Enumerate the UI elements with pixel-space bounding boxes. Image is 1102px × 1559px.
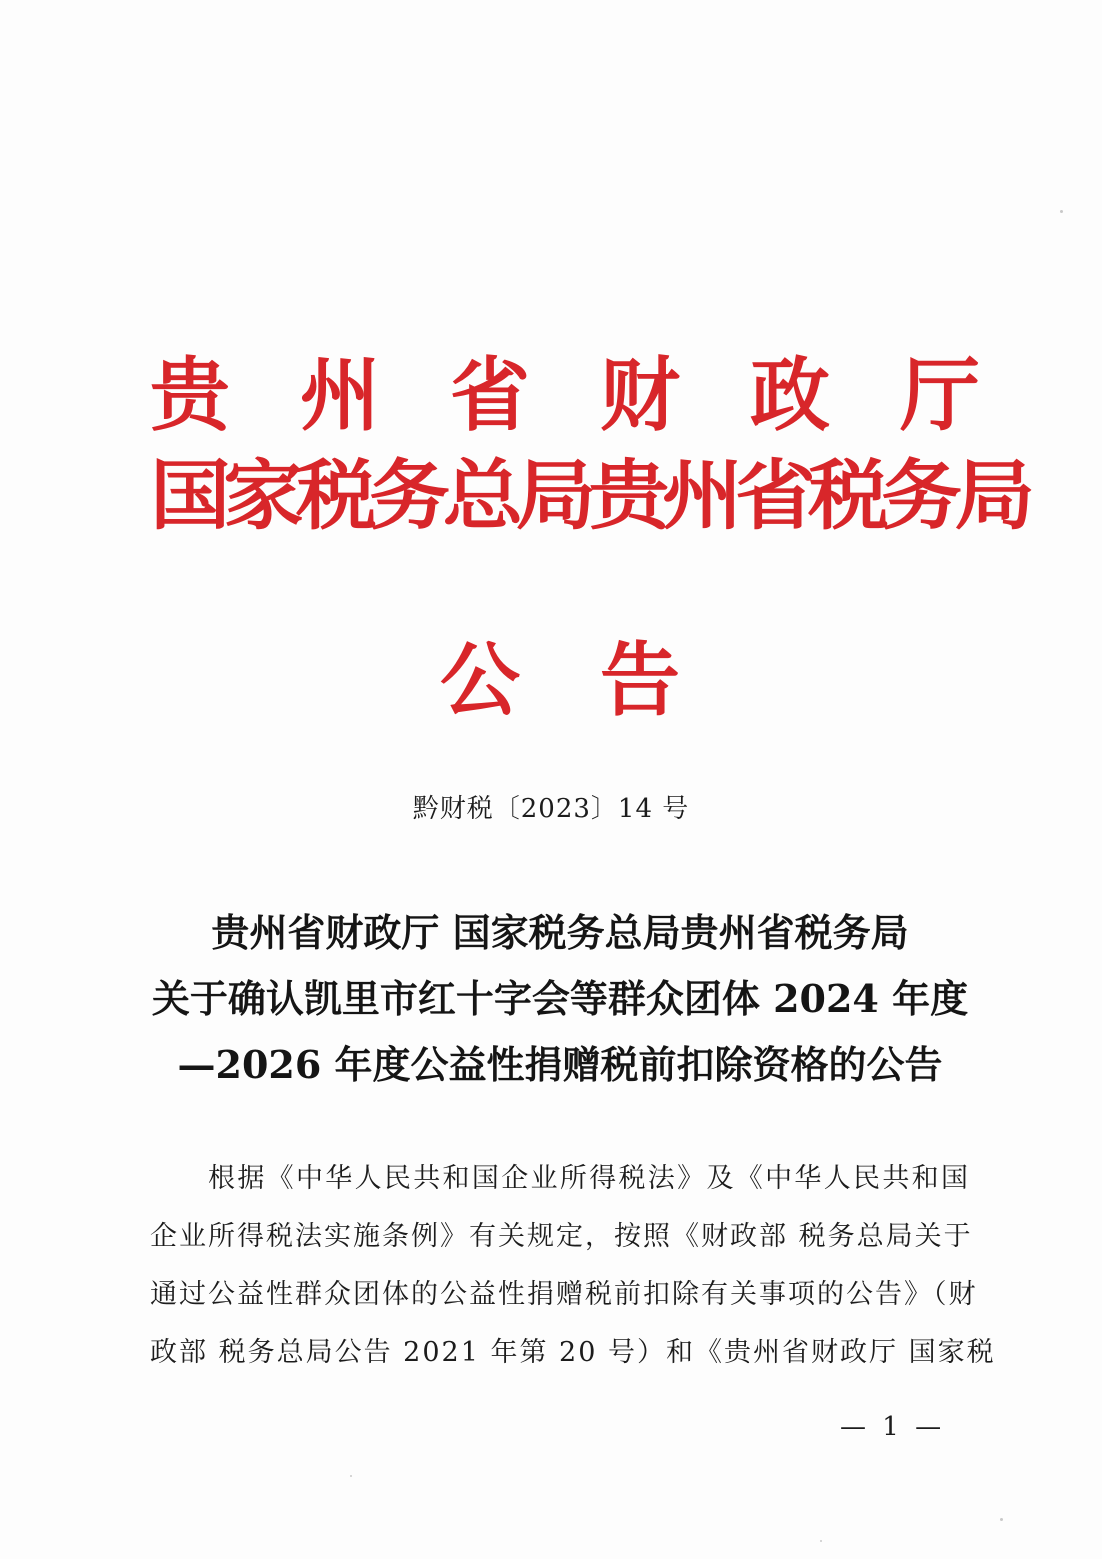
org-char: 政 — [750, 348, 830, 442]
title-line: —2026 年度公益性捐赠税前扣除资格的公告 — [177, 1042, 943, 1087]
scan-speck — [820, 1540, 822, 1542]
notice-heading — [440, 633, 680, 727]
body-line: 政部 税务总局公告 2021 年第 20 号）和《贵州省财政厅 国家税 — [150, 1337, 996, 1368]
body-line: 企业所得税法实施条例》有关规定，按照《财政部 税务总局关于 — [150, 1221, 973, 1252]
notice-char: 告 — [600, 633, 680, 727]
page-number: — 1 — — [840, 1412, 946, 1442]
issuing-org-line1 — [150, 348, 980, 442]
title-line: 贵州省财政厅 国家税务总局贵州省税务局 — [211, 910, 909, 955]
org-char: 州 — [300, 348, 380, 442]
body-line: 通过公益性群众团体的公益性捐赠税前扣除有关事项的公告》（财 — [150, 1279, 978, 1310]
org-char: 贵 — [150, 348, 230, 442]
document-number: 黔财税〔2023〕14 号 — [412, 794, 690, 824]
title-line: 关于确认凯里市红十字会等群众团体 2024 年度 — [151, 976, 969, 1021]
org-char: 财 — [600, 348, 680, 442]
scan-speck — [1000, 1518, 1003, 1521]
org-char: 厅 — [900, 348, 980, 442]
body-line: 根据《中华人民共和国企业所得税法》及《中华人民共和国 — [208, 1163, 970, 1194]
issuing-org-line2: 国家税务总局贵州省税务局 — [150, 451, 1028, 540]
notice-char: 公 — [440, 633, 520, 727]
body-paragraph — [150, 1150, 996, 1382]
scan-speck — [1060, 210, 1063, 213]
scan-speck — [350, 1475, 352, 1477]
document-title — [130, 900, 990, 1098]
org-char: 省 — [450, 348, 530, 442]
